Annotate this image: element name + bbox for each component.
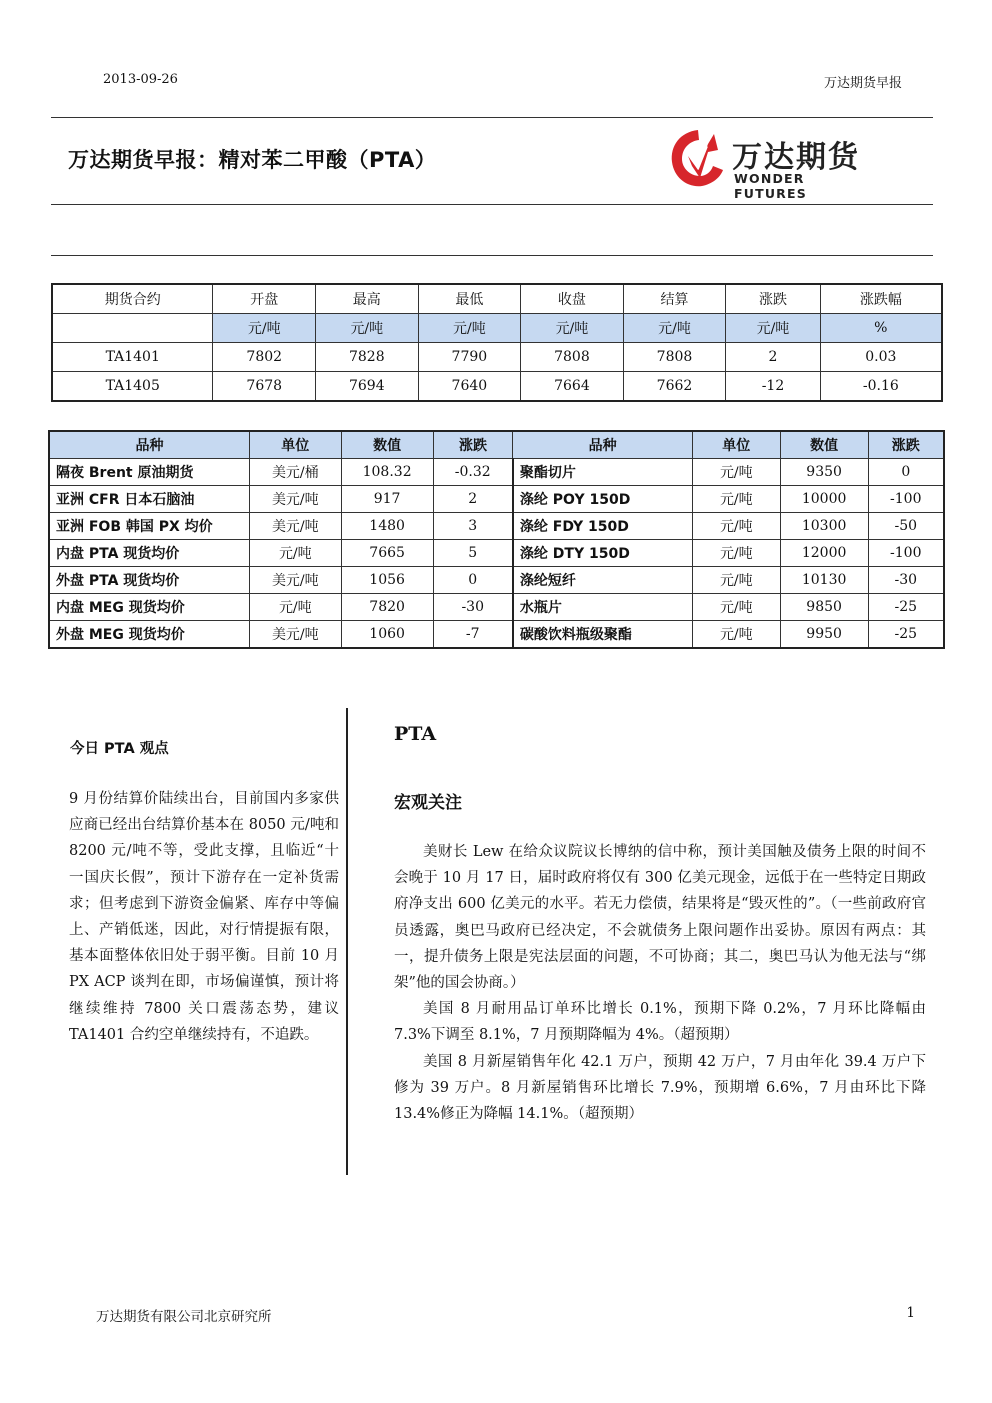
footer-company: 万达期货有限公司北京研究所 [96,1309,272,1325]
table-cell: 元/吨 [692,594,780,621]
header-cell: 单位 [249,431,341,459]
header-cell: 数值 [341,431,433,459]
futures-table [51,283,943,402]
table-row [49,459,944,486]
table-row [52,343,942,372]
table-cell: 7828 [316,343,419,372]
table-cell: 9950 [780,621,868,649]
table-row [49,594,944,621]
table-cell: 7808 [521,343,624,372]
page-number: 1 [906,1305,915,1321]
table-cell: 7808 [623,343,726,372]
table-cell: 0 [868,459,944,486]
header-cell: 期货合约 [52,284,213,314]
unit-cell: 元/吨 [726,314,820,343]
table-cell: 元/吨 [692,540,780,567]
table-cell: 7678 [213,372,316,402]
unit-row [52,314,942,343]
table-cell: 7694 [316,372,419,402]
table-cell: 917 [341,486,433,513]
table-cell: 7665 [341,540,433,567]
table-cell: 元/吨 [692,459,780,486]
table-row [49,621,944,649]
table-cell: 涤纶 DTY 150D [513,540,693,567]
table-cell: 12000 [780,540,868,567]
table-cell: 外盘 MEG 现货均价 [49,621,249,649]
table-row [52,372,942,402]
report-date: 2013-09-26 [103,72,178,87]
table-cell: -100 [868,540,944,567]
table-cell: 涤纶 FDY 150D [513,513,693,540]
article-paragraph: 美国 8 月新屋销售年化 42.1 万户，预期 42 万户，7 月由年化 39.4 万户下修为 39 万户。8 月新屋销售环比增长 7.9%，预期增 6.6%，7 月由环比下降 13.4%修正为降幅 14.1%。（超预期） [394,1053,926,1123]
wonder-futures-logo [668,124,878,201]
table-cell: -7 [433,621,513,649]
table-cell: 外盘 PTA 现货均价 [49,567,249,594]
table-row [49,540,944,567]
header-cell: 品种 [513,431,693,459]
table-header-row [49,431,944,459]
table-cell: -25 [868,621,944,649]
unit-cell: 元/吨 [521,314,624,343]
header-rule [51,117,933,118]
table-cell: 元/吨 [692,486,780,513]
table-row [49,486,944,513]
unit-cell: 元/吨 [418,314,521,343]
header-cell: 开盘 [213,284,316,314]
table-cell: 9850 [780,594,868,621]
table-cell: 1060 [341,621,433,649]
table-cell: 美元/吨 [249,567,341,594]
header-cell: 最低 [418,284,521,314]
table-cell: 108.32 [341,459,433,486]
table-cell: 1056 [341,567,433,594]
table-cell: 5 [433,540,513,567]
spot-price-table [48,430,945,649]
header-cell: 最高 [316,284,419,314]
publication-name: 万达期货早报 [823,76,902,91]
table-cell: 水瓶片 [513,594,693,621]
unit-cell: 元/吨 [623,314,726,343]
table-cell: 3 [433,513,513,540]
page-title: 万达期货早报：精对苯二甲酸（PTA） [68,148,437,172]
table-cell: 亚洲 FOB 韩国 PX 均价 [49,513,249,540]
column-divider [346,708,348,1175]
table-cell: 内盘 PTA 现货均价 [49,540,249,567]
table-cell: 9350 [780,459,868,486]
article-paragraph: 美财长 Lew 在给众议院议长博纳的信中称，预计美国触及债务上限的时间不会晚于 10 月 17 日，届时政府将仅有 300 亿美元现金，远低于在一些特定日期政府净支出 600 亿美元的水平。若无力偿债，结果将是“毁灭性的”。（一些前政府官员透露，奥巴马政府已经决定，不会就债务上限问题作出妥协。原因有两点：其一，提升债务上限是宪法层面的问题，不可协商；其二，奥巴马认为他无法与“绑架”他的国会协商。） [394,844,926,992]
header-cell: 涨跌 [726,284,820,314]
table-cell: 0 [433,567,513,594]
logo-mark-icon [668,126,728,192]
header-cell: 涨跌 [433,431,513,459]
view-text: 9 月份结算价陆续出台，目前国内多家供应商已经出台结算价基本在 8050 元/吨和 8200 元/吨不等，受此支撑，且临近“十一国庆长假”，预计下游存在一定补货需求；但考虑到下游资金偏紧、库存中等偏上、产销低迷，因此，对行情提振有限，基本面整体依旧处于弱平衡。目前 10 月 PX ACP 谈判在即，市场偏谨慎，预计将继续维持 7800 关口震荡态势，建议 TA1401 合约空单继续持有，不追跌。 [69,791,339,1043]
table-cell: 美元/吨 [249,513,341,540]
table-cell: 亚洲 CFR 日本石脑油 [49,486,249,513]
view-heading: 今日 PTA 观点 [70,741,169,757]
title-rule [51,204,933,205]
table-cell: 7820 [341,594,433,621]
table-cell: 7790 [418,343,521,372]
unit-cell: 元/吨 [213,314,316,343]
unit-cell [52,314,213,343]
unit-cell: 元/吨 [316,314,419,343]
table-cell: 元/吨 [692,513,780,540]
table-cell: 涤纶 POY 150D [513,486,693,513]
table-cell: 1480 [341,513,433,540]
table-cell: 10130 [780,567,868,594]
table-cell: 聚酯切片 [513,459,693,486]
table-cell: 7802 [213,343,316,372]
table-cell: 元/吨 [692,567,780,594]
header-cell: 收盘 [521,284,624,314]
table-cell: -100 [868,486,944,513]
table-row [49,567,944,594]
header-cell: 数值 [780,431,868,459]
article-heading: PTA [394,723,437,745]
article-paragraph: 美国 8 月耐用品订单环比增长 0.1%，预期下降 0.2%，7 月环比降幅由 7.3%下调至 8.1%，7 月预期降幅为 4%。（超预期） [394,1001,926,1044]
unit-cell: % [820,314,942,343]
table-cell: 10300 [780,513,868,540]
table-cell: TA1401 [52,343,213,372]
table-cell: -30 [868,567,944,594]
table-cell: 2 [433,486,513,513]
table-cell: 碳酸饮料瓶级聚酯 [513,621,693,649]
table-cell: -12 [726,372,820,402]
article-subheading: 宏观关注 [394,793,462,813]
table-cell: 涤纶短纤 [513,567,693,594]
table-row [49,513,944,540]
table-cell: 10000 [780,486,868,513]
header-cell: 单位 [692,431,780,459]
table-cell: -0.32 [433,459,513,486]
table-cell: 美元/桶 [249,459,341,486]
table-cell: 2 [726,343,820,372]
table-cell: 7662 [623,372,726,402]
header-cell: 涨跌幅 [820,284,942,314]
table-cell: -0.16 [820,372,942,402]
table-cell: 美元/吨 [249,621,341,649]
header-cell: 涨跌 [868,431,944,459]
table-cell: -30 [433,594,513,621]
table-header-row [52,284,942,314]
section-rule [51,255,933,256]
table-cell: 7640 [418,372,521,402]
logo-cn-text: 万达期货 [732,140,860,175]
table-cell: -50 [868,513,944,540]
table-cell: -25 [868,594,944,621]
table-cell: 内盘 MEG 现货均价 [49,594,249,621]
table-cell: TA1405 [52,372,213,402]
table-cell: 元/吨 [249,540,341,567]
table-cell: 隔夜 Brent 原油期货 [49,459,249,486]
header-cell: 品种 [49,431,249,459]
logo-en-text: WONDER FUTURES [734,171,807,201]
table-cell: 元/吨 [249,594,341,621]
table-cell: 7664 [521,372,624,402]
header-cell: 结算 [623,284,726,314]
table-cell: 0.03 [820,343,942,372]
article-body [394,839,926,1127]
table-cell: 元/吨 [692,621,780,649]
table-cell: 美元/吨 [249,486,341,513]
